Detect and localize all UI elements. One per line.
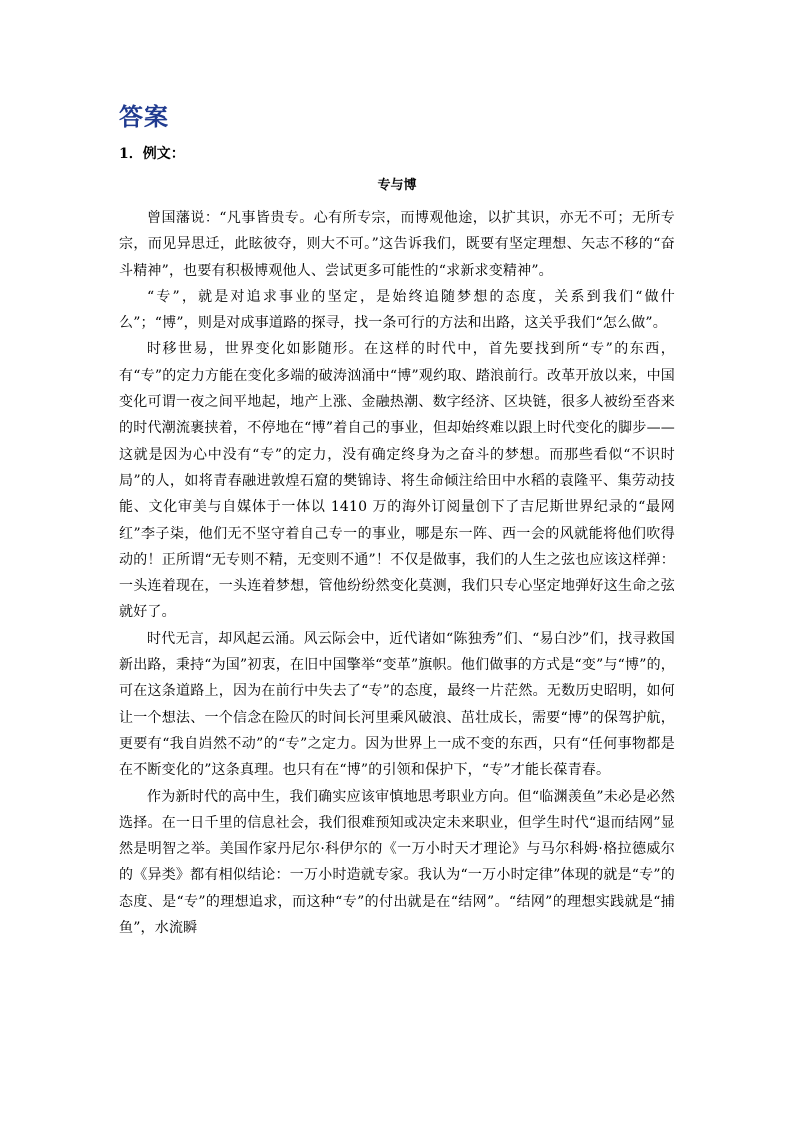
paragraph: “专”，就是对追求事业的坚定，是始终追随梦想的态度，关系到我们“做什么”；“博”，则是对成事道路的探寻，找一条可行的方法和出路，这关乎我们“怎么做”。	[119, 288, 675, 332]
paragraph: 曾国藩说：“凡事皆贵专。心有所专宗，而博观他途，以扩其识，亦无不可；无所专宗，而见异思迁，此眩彼夺，则大不可。”这告诉我们，既要有坚定理想、矢志不移的“奋斗精神”，也要有积极博观他人、尝试更多可能性的“求新求变精神”。	[119, 210, 675, 279]
paragraph: 时代无言，却风起云涌。风云际会中，近代诸如“陈独秀”们、“易白沙”们，找寻救国新出路，秉持“为国”初衷，在旧中国擎举“变革”旗帜。他们做事的方式是“变”与“博”的，可在这条道路上，因为在前行中失去了“专”的态度，最终一片茫然。无数历史昭明，如何让一个想法、一个信念在险仄的时间长河里乘风破浪、茁壮成长，需要“博”的保驾护航，更要有“我自岿然不动”的“专”之定力。因为世界上一成不变的东西，只有“任何事物都是在不断变化的”这条真理。也只有在“博”的引领和保护下，“专”才能长葆青春。	[119, 630, 675, 779]
paragraph: 作为新时代的高中生，我们确实应该审慎地思考职业方向。但“临渊羡鱼”未必是必然选择。在一日千里的信息社会，我们很难预知或决定未来职业，但学生时代“退而结网”显然是明智之举。美国作家丹尼尔·科伊尔的《一万小时天才理论》与马尔科姆·格拉德威尔的《异类》都有相似结论：一万小时造就专家。我认为“一万小时定律”体现的就是“专”的态度、是“专”的理想追求，而这种“专”的付出就是在“结网”。“结网”的理想实践就是“捕鱼”，水流瞬	[119, 788, 675, 937]
question-number: 1．例文：	[119, 146, 185, 162]
essay-body	[119, 205, 675, 941]
paragraph: 时移世易，世界变化如影随形。在这样的时代中，首先要找到所“专”的东西，有“专”的定力方能在变化多端的破涛汹涌中“博”观约取、踏浪前行。改革开放以来，中国变化可谓一夜之间平地起，地产上涨、金融热潮、数字经济、区块链，很多人被纷至沓来的时代潮流裹挟着，不停地在“博”着自己的事业，但却始终难以跟上时代变化的脚步——这就是因为心中没有“专”的定力，没有确定终身为之奋斗的梦想。而那些看似“不识时局”的人，如将青春融进敦煌石窟的樊锦诗、将生命倾注给田中水稻的袁隆平、集劳动技能、文化审美与自媒体于一体以 1410 万的海外订阅量创下了吉尼斯世界纪录的“最网红”李子柒，他们无不坚守着自己专一的事业，哪是东一阵、西一会的风就能将他们吹得动的！正所谓“无专则不精，无变则不通”！不仅是做事，我们的人生之弦也应该这样弹：一头连着现在，一头连着梦想，管他纷纷然变化莫测，我们只专心坚定地弹好这生命之弦就好了。	[119, 341, 675, 621]
answer-heading: 答案	[119, 103, 169, 131]
essay-title: 专与博	[377, 178, 417, 193]
